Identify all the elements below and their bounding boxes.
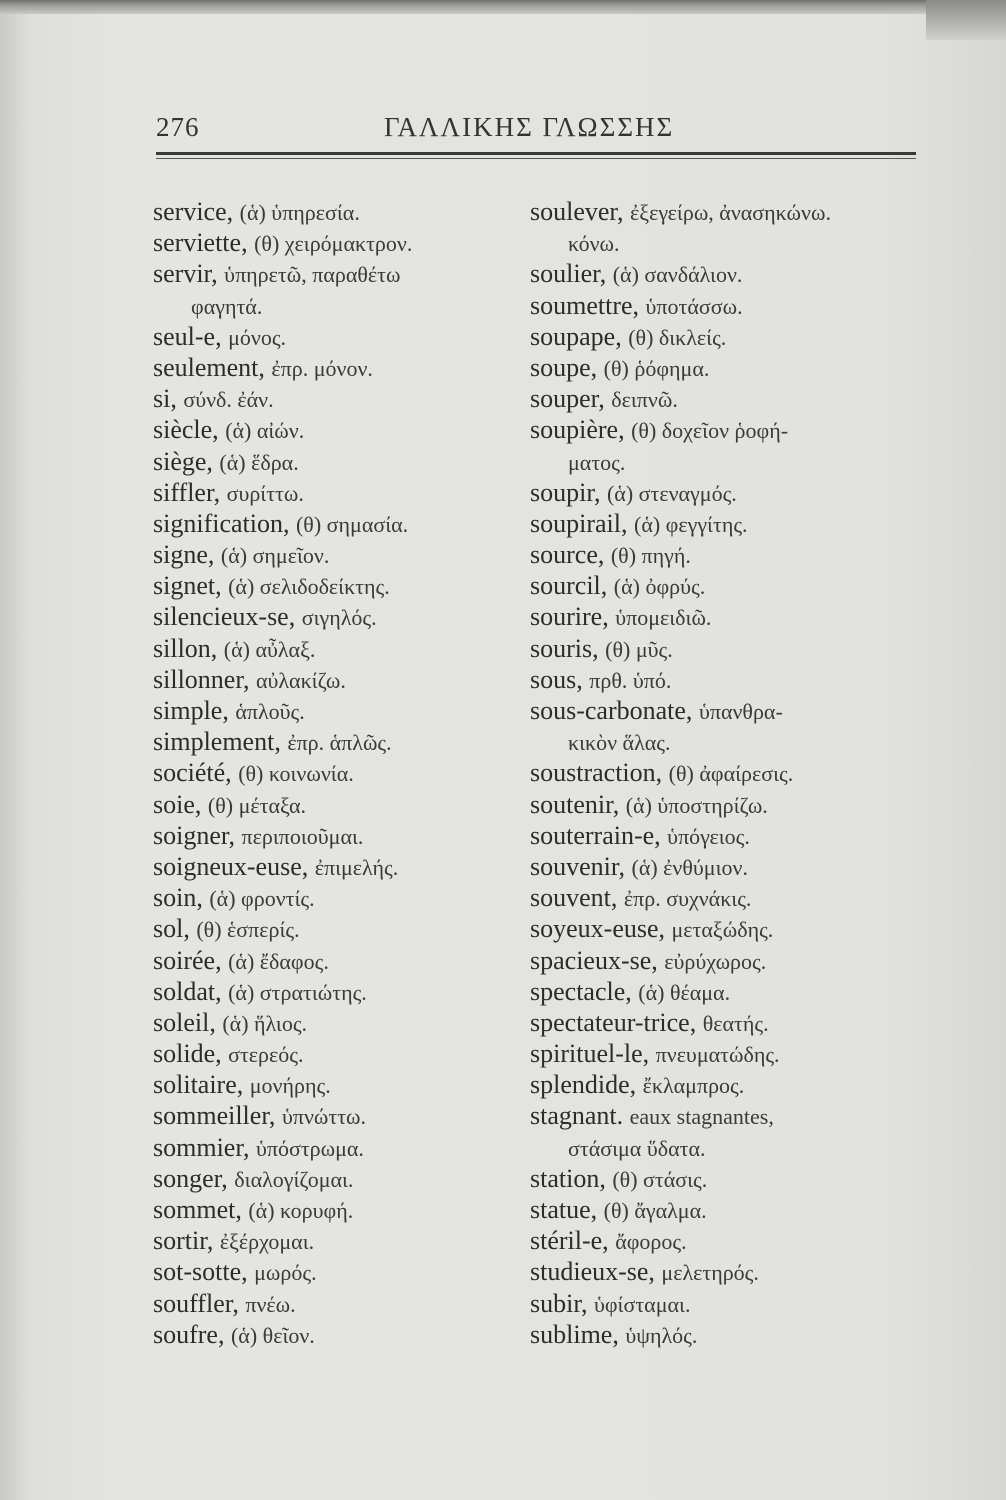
entry-gloss: ὑφίσταμαι. — [593, 1291, 691, 1317]
entry-gloss: εὐρύχωρος. — [664, 948, 767, 974]
scan-corner-shadow — [926, 0, 1006, 40]
entry-headword: si, — [153, 384, 177, 414]
dictionary-entry — [153, 1007, 523, 1038]
entry-headword: sous-carbonate, — [530, 696, 693, 725]
entry-gloss: θεατής. — [702, 1010, 769, 1036]
entry-headword: serviette, — [153, 228, 248, 258]
entry-headword: soleil, — [153, 1007, 216, 1037]
entry-headword: sommier, — [153, 1132, 250, 1162]
entry-headword: sillon, — [153, 633, 218, 663]
entry-gloss: ὑπνώττω. — [281, 1104, 367, 1130]
dictionary-entry — [530, 820, 915, 851]
dictionary-entry — [530, 633, 915, 664]
entry-gloss: πνευματώδης. — [655, 1042, 780, 1068]
entry-headword: silencieux-se, — [153, 602, 296, 632]
dictionary-entry — [153, 1256, 523, 1287]
dictionary-entry — [153, 976, 523, 1007]
dictionary-entry — [530, 321, 915, 352]
dictionary-entry — [530, 757, 915, 788]
entry-gloss: (θ) ἄγαλμα. — [603, 1198, 707, 1223]
entry-gloss: (ἁ) ὀφρύς. — [613, 574, 706, 600]
page-number: 276 — [156, 112, 200, 142]
entry-headword: souvent, — [530, 883, 618, 913]
entry-headword: soutenir, — [530, 789, 620, 819]
dictionary-entry — [530, 508, 915, 539]
entry-gloss: (θ) ἀφαίρεσις. — [668, 761, 794, 787]
entry-gloss: ματος. — [568, 449, 626, 475]
entry-gloss: (ἁ) φροντίς. — [209, 886, 315, 912]
dictionary-entry — [530, 695, 915, 726]
entry-headword: source, — [530, 540, 605, 570]
entry-gloss: (θ) ἑσπερίς. — [196, 917, 300, 943]
entry-headword: soirée, — [153, 945, 222, 975]
entry-gloss: ὑπόστρωμα. — [255, 1135, 364, 1161]
entry-headword: statue, — [530, 1195, 598, 1224]
entry-headword: sillonner, — [153, 664, 250, 694]
entry-gloss: (ἁ) σανδάλιον. — [612, 262, 743, 288]
entry-headword: souris, — [530, 633, 599, 663]
entry-continuation — [530, 446, 915, 477]
entry-headword: siffler, — [153, 477, 221, 507]
entry-gloss: (θ) μῦς. — [605, 636, 673, 662]
dictionary-entry — [153, 414, 523, 445]
left-column — [153, 196, 523, 1350]
dictionary-entry — [153, 601, 523, 632]
entry-headword: stagnant. — [530, 1101, 624, 1131]
entry-headword: souper, — [530, 384, 605, 414]
entry-headword: sortir, — [153, 1226, 214, 1256]
entry-gloss: ὑψηλός. — [625, 1322, 698, 1348]
dictionary-entry — [153, 1100, 523, 1131]
entry-headword: soupière, — [530, 415, 625, 445]
dictionary-entry — [530, 789, 915, 820]
entry-headword: seul-e, — [153, 321, 222, 351]
dictionary-entry — [530, 414, 915, 445]
entry-gloss: σύνδ. ἐάν. — [183, 387, 274, 413]
dictionary-entry — [530, 352, 915, 383]
entry-gloss: ὑπόγειος. — [667, 823, 750, 849]
dictionary-entry — [530, 1163, 915, 1194]
dictionary-entry — [530, 1256, 915, 1287]
entry-gloss: (θ) πηγή. — [610, 543, 691, 569]
entry-gloss: (θ) δικλείς. — [628, 324, 727, 350]
entry-headword: spirituel-le, — [530, 1039, 650, 1069]
entry-gloss: πνέω. — [245, 1291, 296, 1317]
header-rule-thick — [156, 152, 916, 155]
dictionary-entry — [530, 290, 915, 321]
dictionary-entry — [153, 633, 523, 664]
entry-headword: siècle, — [153, 415, 219, 445]
entry-gloss: (θ) μέταξα. — [207, 792, 306, 818]
dictionary-entry — [153, 945, 523, 976]
entry-headword: sot-sotte, — [153, 1257, 248, 1287]
entry-continuation — [530, 1132, 915, 1163]
dictionary-entry — [530, 851, 915, 882]
entry-gloss: (ἁ) ὑπηρεσία. — [239, 200, 360, 225]
dictionary-entry — [153, 539, 523, 570]
entry-headword: soldat, — [153, 976, 222, 1006]
dictionary-entry — [153, 1319, 523, 1350]
entry-gloss: eaux stagnantes, — [629, 1104, 774, 1130]
dictionary-entry — [530, 913, 915, 944]
entry-headword: solitaire, — [153, 1070, 244, 1100]
entry-gloss: ἐπιμελής. — [314, 854, 399, 880]
entry-gloss: (ἁ) θεῖον. — [230, 1322, 315, 1348]
entry-headword: sourire, — [530, 602, 609, 632]
entry-headword: spectateur-trice, — [530, 1007, 697, 1037]
dictionary-entry — [153, 726, 523, 757]
entry-gloss: (θ) κοινωνία. — [238, 761, 354, 787]
entry-headword: signet, — [153, 571, 222, 601]
running-title: ΓΑΛΛΙΚΗΣ ΓΛΩΣΣΗΣ — [384, 112, 675, 142]
entry-gloss: (ἁ) ἐνθύμιον. — [631, 854, 748, 880]
entry-gloss: (θ) σημασία. — [295, 511, 409, 537]
entry-gloss: ἐπρ. συχνάκις. — [623, 886, 752, 912]
entry-gloss: ὑπομειδιῶ. — [615, 605, 712, 631]
entry-gloss: μελετηρός. — [661, 1260, 759, 1286]
entry-gloss: (ἁ) θέαμα. — [638, 979, 731, 1005]
entry-headword: studieux-se, — [530, 1257, 655, 1287]
entry-headword: seulement, — [153, 352, 265, 382]
dictionary-entry — [530, 539, 915, 570]
header-rule-thin — [156, 158, 916, 159]
dictionary-entry — [530, 1288, 915, 1319]
right-column — [530, 196, 915, 1350]
entry-headword: spectacle, — [530, 976, 632, 1006]
dictionary-entry — [153, 1288, 523, 1319]
entry-headword: service, — [153, 197, 234, 226]
dictionary-entry — [153, 1038, 523, 1069]
entry-gloss: αὐλακίζω. — [255, 667, 346, 693]
entry-gloss: ἁπλοῦς. — [235, 699, 305, 724]
entry-gloss: περιποιοῦμαι. — [241, 823, 364, 849]
dictionary-entry — [153, 664, 523, 695]
entry-gloss: μωρός. — [254, 1260, 317, 1286]
entry-gloss: κικὸν ἅλας. — [568, 730, 671, 756]
dictionary-entry — [530, 570, 915, 601]
entry-gloss: ἐπρ. ἁπλῶς. — [287, 730, 392, 756]
entry-gloss: ὑπανθρα- — [698, 699, 783, 724]
dictionary-entry — [153, 820, 523, 851]
entry-headword: soigner, — [153, 820, 235, 850]
entry-gloss: (θ) χειρόμακτρον. — [254, 231, 413, 257]
entry-headword: soupirail, — [530, 508, 628, 538]
entry-gloss: μόνος. — [228, 324, 287, 350]
dictionary-entry — [530, 664, 915, 695]
entry-gloss: (θ) ῥόφημα. — [603, 355, 710, 381]
entry-continuation — [530, 726, 915, 757]
dictionary-entry — [153, 913, 523, 944]
entry-headword: signe, — [153, 540, 215, 570]
dictionary-entry — [153, 508, 523, 539]
entry-gloss: (ἁ) στεναγμός. — [606, 480, 737, 506]
entry-headword: sublime, — [530, 1319, 619, 1349]
dictionary-entry — [530, 1100, 915, 1131]
dictionary-entry — [153, 446, 523, 477]
entry-gloss: στερεός. — [228, 1042, 304, 1068]
dictionary-entry — [153, 196, 523, 227]
dictionary-entry — [153, 477, 523, 508]
dictionary-entry — [153, 789, 523, 820]
dictionary-entry — [530, 1007, 915, 1038]
entry-gloss: στάσιμα ὕδατα. — [568, 1135, 706, 1161]
entry-headword: soigneux-euse, — [153, 851, 309, 881]
entry-gloss: ἐξεγείρω, ἀνασηκώνω. — [630, 200, 831, 225]
dictionary-entry — [530, 1069, 915, 1100]
entry-headword: soupe, — [530, 352, 598, 382]
entry-headword: simple, — [153, 696, 229, 725]
dictionary-entry — [153, 258, 523, 289]
page-header — [156, 112, 916, 152]
dictionary-entry — [153, 851, 523, 882]
entry-headword: solide, — [153, 1039, 222, 1069]
entry-gloss: διαλογίζομαι. — [234, 1166, 354, 1192]
scan-top-edge — [0, 0, 1006, 14]
dictionary-entry — [153, 882, 523, 913]
entry-headword: soumettre, — [530, 290, 640, 320]
entry-gloss: (ἁ) ἕδρα. — [219, 449, 299, 475]
entry-headword: servir, — [153, 259, 218, 289]
entry-gloss: (ἁ) ὑποστηρίζω. — [625, 792, 768, 818]
dictionary-entry — [153, 321, 523, 352]
entry-gloss: μονήρης. — [249, 1073, 331, 1099]
dictionary-entry — [530, 882, 915, 913]
dictionary-entry — [530, 976, 915, 1007]
entry-gloss: ἔκλαμπρος. — [642, 1073, 745, 1099]
entry-gloss: ὑποτάσσω. — [645, 293, 743, 319]
entry-headword: stéril-e, — [530, 1226, 609, 1256]
entry-headword: soyeux-euse, — [530, 914, 666, 944]
dictionary-entry — [153, 695, 523, 726]
entry-gloss: (ἁ) ἔδαφος. — [228, 948, 329, 974]
dictionary-entry — [530, 196, 915, 227]
entry-headword: souterrain-e, — [530, 820, 661, 850]
entry-gloss: μεταξώδης. — [671, 917, 774, 943]
dictionary-entry — [153, 1069, 523, 1100]
entry-gloss: (ἁ) αἰών. — [225, 418, 305, 444]
dictionary-entry — [153, 1225, 523, 1256]
entry-gloss: φαγητά. — [191, 293, 263, 319]
dictionary-entry — [530, 1319, 915, 1350]
dictionary-entry — [153, 352, 523, 383]
entry-headword: sommeiller, — [153, 1101, 276, 1131]
entry-gloss: (ἁ) κορυφή. — [248, 1198, 354, 1223]
entry-headword: soulever, — [530, 197, 624, 226]
dictionary-entry — [530, 477, 915, 508]
entry-gloss: κόνω. — [568, 231, 620, 257]
entry-headword: soulier, — [530, 259, 607, 289]
entry-headword: splendide, — [530, 1070, 637, 1100]
entry-headword: spacieux-se, — [530, 945, 658, 975]
entry-gloss: ἐξέρχομαι. — [219, 1229, 315, 1255]
dictionary-entry — [530, 601, 915, 632]
dictionary-entry — [530, 258, 915, 289]
entry-headword: signification, — [153, 508, 290, 538]
entry-continuation — [153, 290, 523, 321]
dictionary-entry — [530, 1194, 915, 1225]
dictionary-entry — [153, 757, 523, 788]
entry-gloss: (ἁ) αὖλαξ. — [223, 636, 316, 662]
dictionary-entry — [153, 1194, 523, 1225]
dictionary-entry — [153, 227, 523, 258]
entry-gloss: (ἁ) στρατιώτης. — [228, 979, 367, 1005]
dictionary-entry — [153, 1163, 523, 1194]
dictionary-entry — [530, 383, 915, 414]
entry-headword: soupir, — [530, 477, 601, 507]
entry-gloss: ὑπηρετῶ, παραθέτω — [224, 262, 401, 288]
entry-headword: sommet, — [153, 1195, 242, 1224]
entry-headword: société, — [153, 758, 232, 788]
dictionary-entry — [153, 1132, 523, 1163]
entry-headword: soie, — [153, 789, 202, 819]
entry-gloss: ἄφορος. — [615, 1229, 687, 1255]
entry-headword: souffler, — [153, 1288, 239, 1318]
entry-headword: soustraction, — [530, 758, 663, 788]
dictionary-entry — [530, 1225, 915, 1256]
entry-gloss: (θ) στάσις. — [612, 1166, 708, 1192]
entry-gloss: (θ) δοχεῖον ῥοφή- — [631, 418, 789, 444]
entry-gloss: (ἁ) σελιδοδείκτης. — [228, 574, 390, 600]
entry-headword: station, — [530, 1163, 606, 1193]
entry-headword: souvenir, — [530, 851, 625, 881]
entry-continuation — [530, 227, 915, 258]
entry-headword: songer, — [153, 1163, 228, 1193]
dictionary-entry — [153, 570, 523, 601]
entry-headword: soufre, — [153, 1319, 225, 1349]
entry-headword: soin, — [153, 883, 203, 913]
entry-gloss: (ἁ) σημεῖον. — [220, 543, 330, 569]
entry-gloss: σιγηλός. — [301, 605, 377, 631]
entry-gloss: ἐπρ. μόνον. — [271, 355, 373, 381]
entry-gloss: δειπνῶ. — [611, 387, 678, 413]
entry-gloss: συρίττω. — [226, 480, 304, 506]
entry-headword: siège, — [153, 446, 213, 476]
entry-headword: simplement, — [153, 727, 281, 757]
entry-gloss: πρθ. ὑπό. — [589, 667, 672, 693]
dictionary-entry — [530, 1038, 915, 1069]
dictionary-entry — [530, 945, 915, 976]
entry-headword: sol, — [153, 914, 190, 944]
entry-headword: subir, — [530, 1288, 588, 1318]
entry-headword: sourcil, — [530, 571, 608, 601]
entry-headword: soupape, — [530, 321, 622, 351]
entry-gloss: (ἁ) φεγγίτης. — [634, 511, 748, 537]
entry-headword: sous, — [530, 664, 583, 694]
dictionary-entry — [153, 383, 523, 414]
entry-gloss: (ἁ) ἥλιος. — [222, 1010, 308, 1036]
